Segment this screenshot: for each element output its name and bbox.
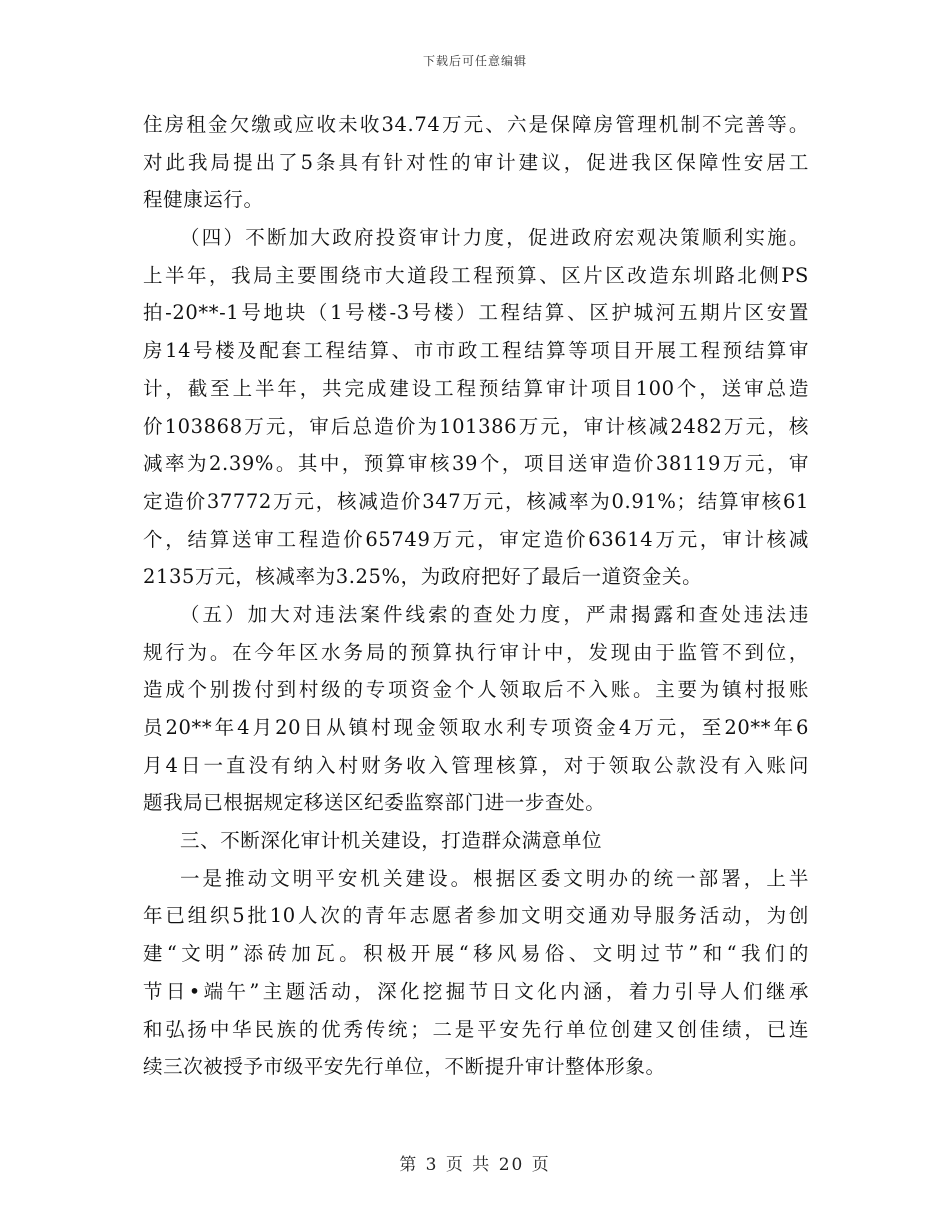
text-line: 员20**年4月20日从镇村现金领取水利专项资金4万元，至20**年6 xyxy=(143,716,809,739)
text-line: 上半年，我局主要围绕市大道段工程预算、区片区改造东圳路北侧PS xyxy=(143,263,809,287)
text-line: 建“文明”添砖加瓦。积极开展“移风易俗、文明过节”和“我们的 xyxy=(143,942,809,966)
section-heading-4: （四）不断加大政府投资审计力度，促进政府宏观决策顺利实施。 xyxy=(180,226,809,250)
text-line: 定造价37772万元，核减造价347万元，核减率为0.91%；结算审核61 xyxy=(143,489,809,513)
text-line: 住房租金欠缴或应收未收34.74万元、六是保障房管理机制不完善等。 xyxy=(143,113,809,136)
text-line: 房14号楼及配套工程结算、市市政工程结算等项目开展工程预结算审 xyxy=(143,339,809,363)
text-line: 个，结算送审工程造价65749万元，审定造价63614万元，审计核减 xyxy=(143,527,809,551)
text-line: 规行为。在今年区水务局的预算执行审计中，发现由于监管不到位， xyxy=(143,640,809,664)
text-line: 程健康运行。 xyxy=(143,188,264,212)
page-header: 下载后可任意编辑 xyxy=(422,54,527,68)
text-line: 月4日一直没有纳入村财务收入管理核算，对于领取公款没有入账问 xyxy=(143,753,809,777)
text-line: 对此我局提出了5条具有针对性的审计建议，促进我区保障性安居工 xyxy=(143,150,809,174)
text-line: 一是推动文明平安机关建设。根据区委文明办的统一部署，上半 xyxy=(180,866,809,890)
section-heading-5: （五）加大对违法案件线索的查处力度，严肃揭露和查处违法违 xyxy=(180,602,809,626)
text-line: 年已组织5批10人次的青年志愿者参加文明交通劝导服务活动，为创 xyxy=(143,904,809,928)
text-line: 价103868万元，审后总造价为101386万元，审计核减2482万元，核 xyxy=(143,414,809,438)
page-footer: 第 3 页 共 20 页 xyxy=(399,1155,551,1175)
text-line: 2135万元，核减率为3.25%，为政府把好了最后一道资金关。 xyxy=(143,565,703,589)
document-body xyxy=(143,106,809,1086)
text-line: 计，截至上半年，共完成建设工程预结算审计项目100个，送审总造 xyxy=(143,376,809,400)
text-line: 和弘扬中华民族的优秀传统；二是平安先行单位创建又创佳绩，已连 xyxy=(143,1017,809,1041)
text-line: 续三次被授予市级平安先行单位，不断提升审计整体形象。 xyxy=(143,1055,666,1079)
section-heading-3: 三、不断深化审计机关建设，打造群众满意单位 xyxy=(180,829,603,853)
text-line: 题我局已根据规定移送区纪委监察部门进一步查处。 xyxy=(143,791,606,815)
text-line: 节日•端午”主题活动，深化挖掘节日文化内涵，着力引导人们继承 xyxy=(143,979,809,1003)
text-line: 拍-20**-1号地块（1号楼-3号楼）工程结算、区护城河五期片区安置 xyxy=(143,301,809,325)
text-line: 减率为2.39%。其中，预算审核39个，项目送审造价38119万元，审 xyxy=(143,452,809,476)
text-line: 造成个别拨付到村级的专项资金个人领取后不入账。主要为镇村报账 xyxy=(143,678,809,702)
